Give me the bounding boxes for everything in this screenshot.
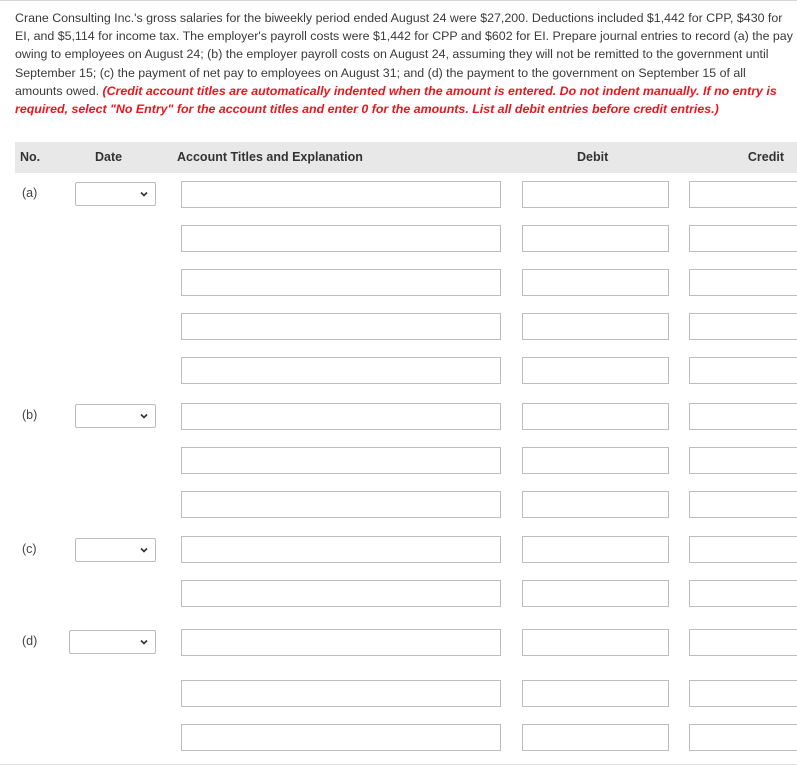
debit-input[interactable]: [522, 357, 669, 384]
header-account-titles: Account Titles and Explanation: [177, 150, 363, 164]
header-date: Date: [95, 150, 123, 164]
account-title-input[interactable]: [181, 269, 501, 296]
credit-input[interactable]: [689, 225, 797, 252]
account-title-input[interactable]: [181, 629, 501, 656]
credit-input[interactable]: [689, 357, 797, 384]
header-debit: Debit: [577, 150, 609, 164]
journal-table-header: [15, 142, 797, 173]
account-title-input[interactable]: [181, 491, 501, 518]
entry-label: (a): [22, 186, 38, 200]
debit-input[interactable]: [522, 225, 669, 252]
credit-input[interactable]: [689, 629, 797, 656]
credit-input[interactable]: [689, 724, 797, 751]
credit-input[interactable]: [689, 580, 797, 607]
entry-label: (d): [22, 634, 38, 648]
entry-label: (c): [22, 542, 37, 556]
date-select[interactable]: [75, 182, 156, 206]
credit-input[interactable]: [689, 313, 797, 340]
debit-input[interactable]: [522, 447, 669, 474]
debit-input[interactable]: [522, 181, 669, 208]
credit-input[interactable]: [689, 536, 797, 563]
account-title-input[interactable]: [181, 580, 501, 607]
debit-input[interactable]: [522, 491, 669, 518]
account-title-input[interactable]: [181, 357, 501, 384]
question-text: [15, 9, 793, 118]
chevron-down-icon: [138, 636, 150, 648]
debit-input[interactable]: [522, 680, 669, 707]
account-title-input[interactable]: [181, 680, 501, 707]
credit-input[interactable]: [689, 269, 797, 296]
debit-input[interactable]: [522, 580, 669, 607]
entry-label: (b): [22, 408, 38, 422]
account-title-input[interactable]: [181, 313, 501, 340]
debit-input[interactable]: [522, 629, 669, 656]
credit-input[interactable]: [689, 491, 797, 518]
chevron-down-icon: [138, 544, 150, 556]
top-divider: [0, 0, 797, 1]
question-instructions: (Credit account titles are automatically indented when the amount is entered. Do not indent manually. If no entry is required, select "No Entry" for the account titles and enter 0 for the amounts. List all debit entries before credit entries.): [15, 83, 777, 117]
account-title-input[interactable]: [181, 447, 501, 474]
account-title-input[interactable]: [181, 536, 501, 563]
debit-input[interactable]: [522, 536, 669, 563]
credit-input[interactable]: [689, 403, 797, 430]
account-title-input[interactable]: [181, 225, 501, 252]
date-select[interactable]: [75, 404, 156, 428]
chevron-down-icon: [138, 410, 150, 422]
debit-input[interactable]: [522, 269, 669, 296]
header-no: No.: [20, 150, 41, 164]
account-title-input[interactable]: [181, 724, 501, 751]
debit-input[interactable]: [522, 724, 669, 751]
credit-input[interactable]: [689, 181, 797, 208]
date-select[interactable]: [75, 538, 156, 562]
chevron-down-icon: [138, 188, 150, 200]
credit-input[interactable]: [689, 447, 797, 474]
account-title-input[interactable]: [181, 403, 501, 430]
debit-input[interactable]: [522, 403, 669, 430]
question-body: Crane Consulting Inc.'s gross salaries for the biweekly period ended August 24 were $27,200. Deductions included $1,442 for CPP, $430 for EI, and $5,114 for income tax. The employer's payroll costs were $1,442 for CPP and $602 for EI. Prepare journal entries to record (a) the pay owing to employees on August 24; (b) the employer payroll costs on August 24, assuming they will not be remitted to the government until September 15; (c) the payment of net pay to employees on August 31; and (d) the payment to the government on September 15 of all amounts owed.: [15, 11, 793, 98]
account-title-input[interactable]: [181, 181, 501, 208]
debit-input[interactable]: [522, 313, 669, 340]
credit-input[interactable]: [689, 680, 797, 707]
header-credit: Credit: [747, 150, 784, 164]
date-select[interactable]: [69, 630, 156, 654]
